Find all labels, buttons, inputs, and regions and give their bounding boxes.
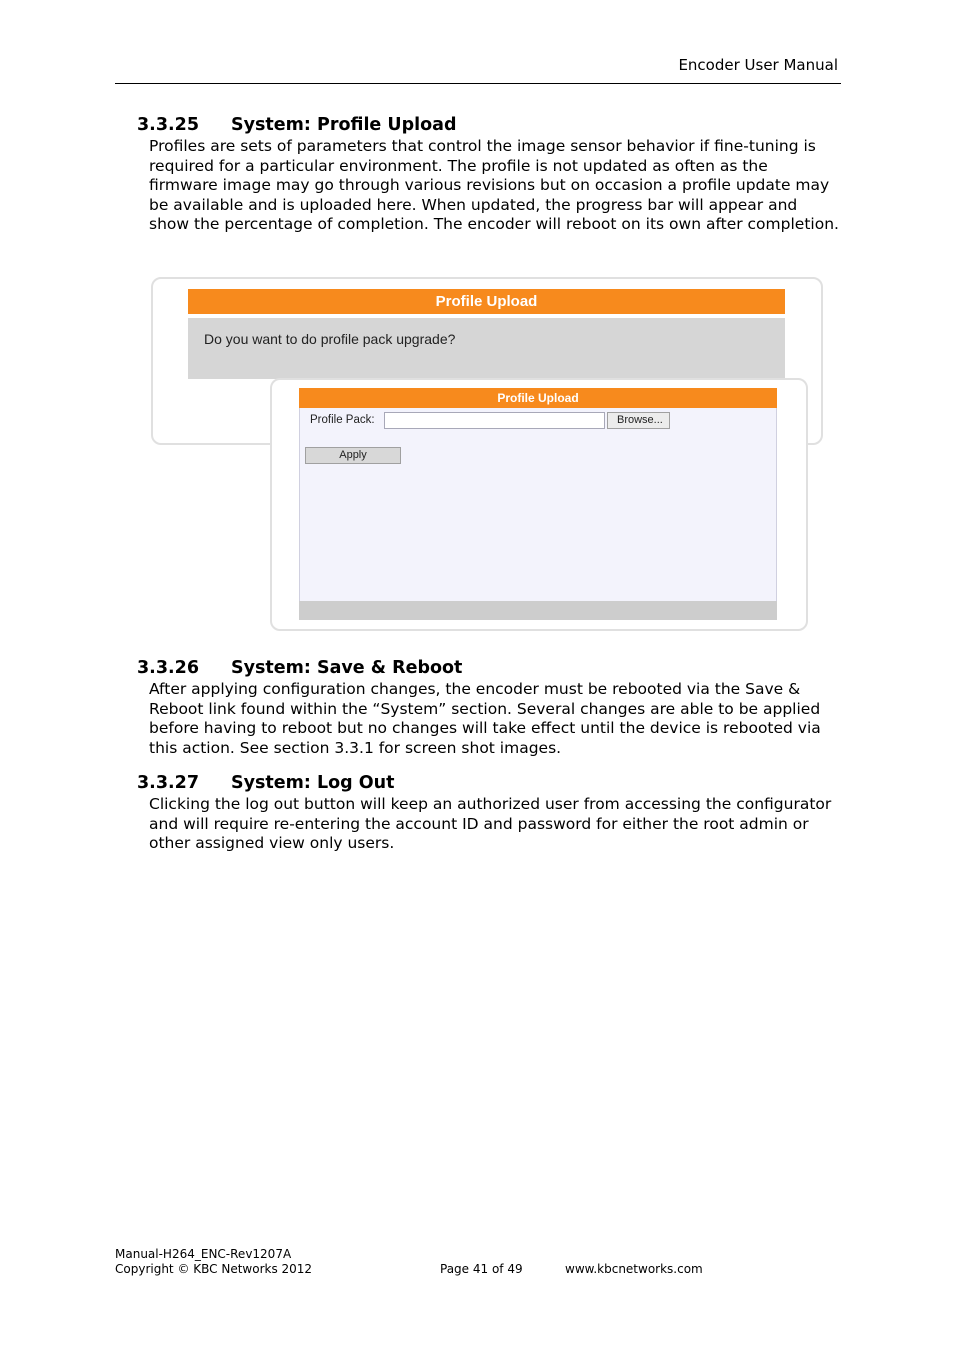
section-heading-profile-upload bbox=[137, 115, 457, 135]
confirm-dialog-body bbox=[188, 318, 785, 379]
section-number: 3.3.26 bbox=[137, 658, 200, 678]
confirm-dialog-title: Profile Upload bbox=[188, 289, 785, 314]
section-title: System: Profile Upload bbox=[231, 115, 457, 135]
section-heading-save-reboot bbox=[137, 658, 462, 678]
footer-doc-id: Manual-H264_ENC-Rev1207A bbox=[115, 1247, 292, 1261]
confirm-dialog-question: Do you want to do profile pack upgrade? bbox=[204, 331, 456, 347]
footer-website-link[interactable]: www.kbcnetworks.com bbox=[565, 1262, 703, 1276]
section-body-profile-upload: Profiles are sets of parameters that control the image sensor behavior if fine-tuning is required for a particular environment. The profile is not updated as often as the firmware image may go through various revisions but on occasion a profile update may be available and is uploaded here. When updated, the progress bar will appear and show the percentage of completion. The encoder will reboot on its own after completion. bbox=[149, 137, 839, 234]
upload-dialog-footer bbox=[299, 601, 777, 620]
profile-pack-file-input[interactable] bbox=[384, 412, 605, 429]
browse-button[interactable]: Browse... bbox=[607, 412, 670, 429]
section-body-save-reboot: After applying configuration changes, the encoder must be rebooted via the Save & Reboot link found within the “System” section. Several changes are able to be applied before having to reboot but no changes will take effect until the device is rebooted via this action. See section 3.3.1 for screen shot images. bbox=[149, 680, 821, 757]
header-divider bbox=[115, 83, 841, 84]
upload-dialog-title: Profile Upload bbox=[299, 388, 777, 408]
footer-copyright: Copyright © KBC Networks 2012 bbox=[115, 1262, 313, 1276]
section-body-log-out: Clicking the log out button will keep an authorized user from accessing the configurator and will require re-entering the account ID and password for either the root admin or other assigned view only users. bbox=[149, 795, 832, 853]
document-header-title: Encoder User Manual bbox=[678, 56, 838, 74]
section-title: System: Log Out bbox=[231, 773, 395, 793]
footer-page-number: Page 41 of 49 bbox=[440, 1262, 523, 1276]
upload-dialog-body bbox=[299, 408, 777, 601]
section-title: System: Save & Reboot bbox=[231, 658, 463, 678]
section-number: 3.3.27 bbox=[137, 773, 200, 793]
apply-button[interactable]: Apply bbox=[305, 447, 401, 464]
section-heading-log-out bbox=[137, 773, 394, 793]
profile-pack-label: Profile Pack: bbox=[310, 414, 375, 426]
section-number: 3.3.25 bbox=[137, 115, 200, 135]
